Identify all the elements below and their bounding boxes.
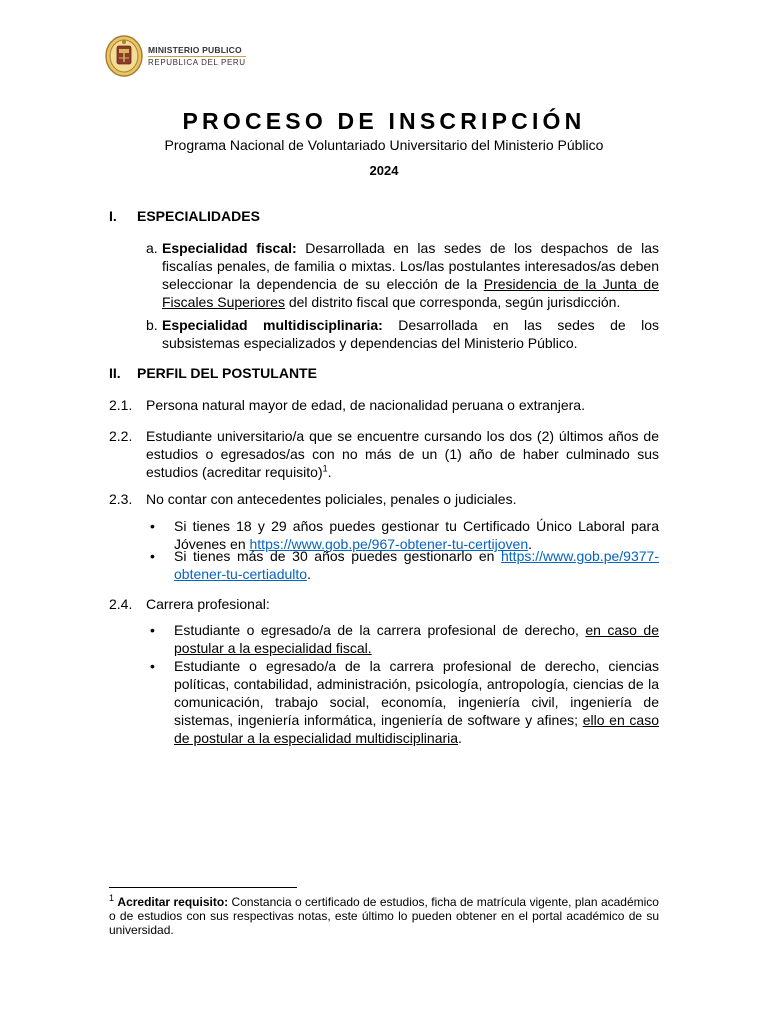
- item-text: .: [458, 730, 462, 746]
- footnote-label: Acreditar requisito:: [117, 895, 229, 909]
- item-text: .: [528, 536, 532, 552]
- requisito-2-3: No contar con antecedentes policiales, penales o judiciales.: [146, 491, 517, 507]
- especialidad-multidisciplinaria-paragraph: [162, 316, 659, 352]
- footnote: [109, 895, 659, 937]
- seal-icon: [104, 34, 144, 78]
- section-title: PERFIL DEL POSTULANTE: [137, 365, 317, 381]
- footnote-text: Constancia o certificado de estudios, ficha de matrícula vigente, plan académico o de estudios con sus respectivas notas, este último lo pueden obtener en el portal académico de su universidad.: [109, 895, 659, 937]
- requisito-2-4: Carrera profesional:: [146, 596, 270, 612]
- page-year: 2024: [369, 163, 399, 178]
- bullet-carrera-multidisciplinaria: [174, 657, 659, 747]
- section-number: I.: [109, 208, 117, 224]
- item-text: Si tienes 18 y 29 años puedes gestionar tu Certificado Único Laboral para Jóvenes en: [174, 518, 659, 552]
- logo-subtitle: REPUBLICA DEL PERU: [148, 57, 246, 67]
- bullet-icon: •: [150, 658, 155, 674]
- bullet-icon: •: [150, 622, 155, 638]
- requisito-2-1: Persona natural mayor de edad, de nacionalidad peruana o extranjera.: [146, 397, 585, 413]
- item-marker: 2.4.: [109, 596, 133, 612]
- item-text: Si tienes más de 30 años puedes gestionarlo en: [174, 548, 501, 564]
- logo-name: MINISTERIO PUBLICO: [148, 44, 242, 55]
- page-title: PROCESO DE INSCRIPCIÓN: [182, 108, 586, 134]
- section-number: II.: [109, 365, 121, 381]
- item-text: del distrito fiscal que corresponda, según jurisdicción.: [284, 294, 621, 310]
- item-text: Desarrollada en las sedes de los subsistemas especializados y dependencias del Ministerio Público.: [162, 317, 659, 351]
- section-heading-especialidades: [109, 208, 260, 224]
- link-certiadulto[interactable]: https://www.gob.pe/9377-obtener-tu-certiadulto: [174, 548, 659, 582]
- ministerio-publico-logo: [104, 34, 246, 78]
- bullet-carrera-derecho: [174, 621, 659, 657]
- bullet-icon: •: [150, 548, 155, 564]
- item-text: Estudiante o egresado/a de la carrera profesional de derecho,: [174, 622, 586, 638]
- link-certijoven[interactable]: https://www.gob.pe/967-obtener-tu-certijoven: [249, 536, 529, 552]
- item-text: .: [307, 566, 311, 582]
- item-label: Especialidad multidisciplinaria:: [162, 317, 383, 333]
- item-marker: a.: [146, 240, 158, 256]
- especialidad-fiscal-paragraph: [162, 239, 659, 311]
- item-text: Desarrollada en las sedes de los despachos de las fiscalías penales, de familia o mixtas. Los/las postulantes interesados/as deben seleccionar la dependencia de su elección de la: [162, 240, 659, 292]
- item-text: Estudiante universitario/a que se encuentre cursando los dos (2) últimos años de estudios o egresados/as con no más de un (1) año de haber culminado sus estudios (acreditar requisito): [146, 428, 659, 480]
- underlined-text: Presidencia de la Junta de Fiscales Superiores: [162, 276, 659, 310]
- underlined-text: en caso de postular a la especialidad fiscal.: [174, 622, 659, 656]
- section-title: ESPECIALIDADES: [137, 208, 260, 224]
- section-heading-perfil: [109, 365, 317, 381]
- item-marker: 2.3.: [109, 491, 133, 507]
- footnote-divider: [109, 887, 297, 888]
- item-marker: 2.2.: [109, 428, 133, 444]
- bullet-icon: •: [150, 518, 155, 534]
- footnote-reference[interactable]: 1: [322, 463, 328, 474]
- item-label: Especialidad fiscal:: [162, 240, 297, 256]
- underlined-text: ello en caso de postular a la especialidad multidisciplinaria: [174, 712, 659, 746]
- item-text: .: [327, 464, 332, 480]
- item-marker: 2.1.: [109, 397, 133, 413]
- page-subtitle: Programa Nacional de Voluntariado Universitario del Ministerio Público: [164, 137, 604, 153]
- footnote-mark: 1: [109, 893, 115, 903]
- item-marker: b.: [146, 317, 158, 333]
- bullet-certiadulto: [174, 547, 659, 583]
- requisito-2-2: [146, 427, 659, 481]
- item-text: Estudiante o egresado/a de la carrera profesional de derecho, ciencias políticas, contabilidad, administración, psicología, antropología, ciencias de la comunicación, trabajo social, economía, ingeniería civil, ingeniería de sistemas, ingeniería informática, ingeniería de software y afines;: [174, 658, 659, 728]
